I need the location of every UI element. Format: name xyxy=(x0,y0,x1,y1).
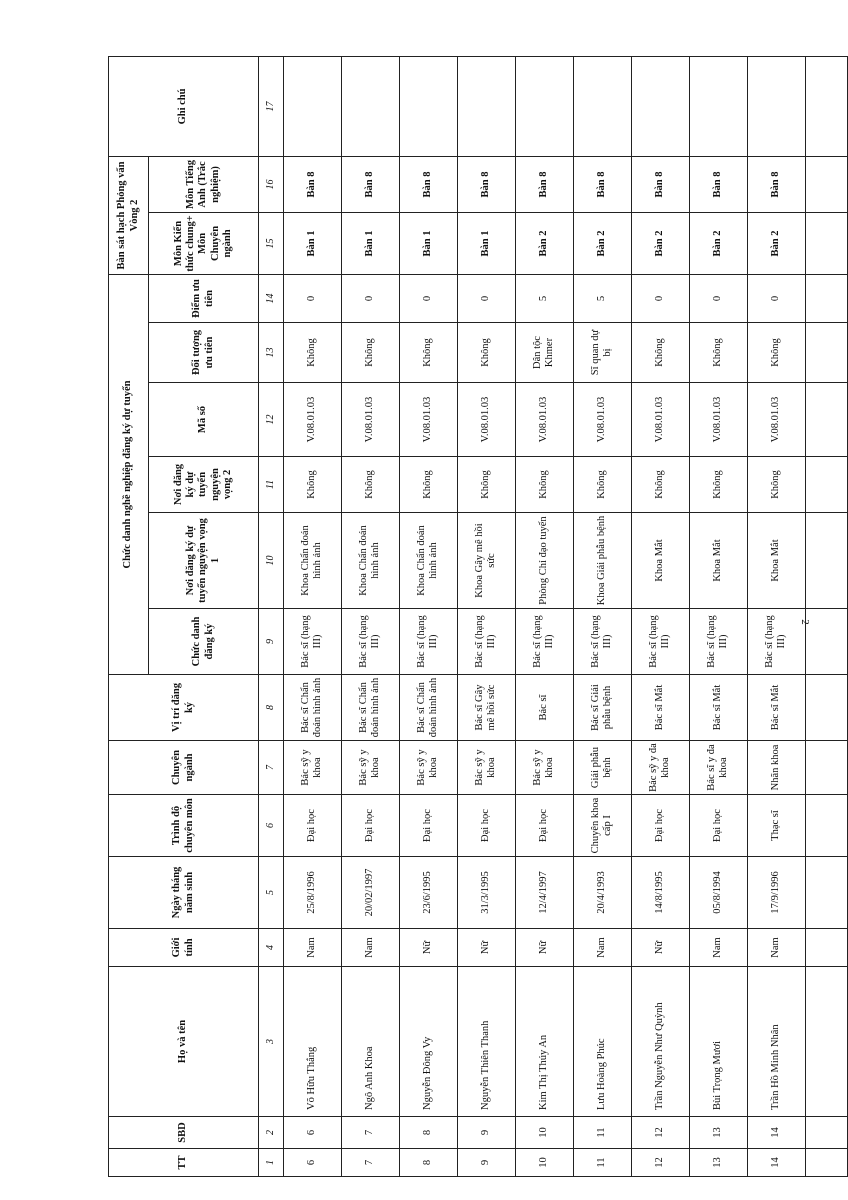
col-number: 9 xyxy=(259,609,284,675)
header-priority: Đối tượng ưu tiên xyxy=(149,323,259,383)
general-table-cell: Bàn 1 xyxy=(284,212,342,274)
major-cell: Bác sỹ y khoa xyxy=(284,741,342,795)
gender-cell: Nam xyxy=(341,929,399,967)
english-table-cell: Bàn 8 xyxy=(747,156,805,212)
tt-cell: 11 xyxy=(573,1149,631,1177)
place2-cell: Không xyxy=(747,457,805,513)
place1-cell: Khoa Mắt xyxy=(747,513,805,609)
col-number: 5 xyxy=(259,857,284,929)
english-table-cell: Bàn 8 xyxy=(341,156,399,212)
gender-cell: Nam xyxy=(284,929,342,967)
place2-cell: Không xyxy=(515,457,573,513)
col-number: 10 xyxy=(259,513,284,609)
note-cell xyxy=(689,56,747,156)
major-cell: Giải phẫu bệnh xyxy=(573,741,631,795)
position-cell: Bác sĩ Chẩn đoán hình ảnh xyxy=(341,675,399,741)
table-row xyxy=(515,56,573,1176)
note-cell xyxy=(515,56,573,156)
header-dob: Ngày tháng năm sinh xyxy=(109,857,259,929)
table-row xyxy=(689,56,747,1176)
code-cell: V.08.01.03 xyxy=(341,383,399,457)
header-name: Họ và tên xyxy=(109,967,259,1117)
english-table-cell: Bàn 8 xyxy=(515,156,573,212)
tt-cell: 9 xyxy=(457,1149,515,1177)
title-cell: Bác sĩ (hạng III) xyxy=(457,609,515,675)
english-table-cell: Bàn 8 xyxy=(284,156,342,212)
priority-cell: Dân tộc Khmer xyxy=(515,323,573,383)
priority-points-cell: 0 xyxy=(399,274,457,322)
degree-cell: Đại học xyxy=(631,795,689,857)
tt-cell: 14 xyxy=(747,1149,805,1177)
sbd-cell: 13 xyxy=(689,1117,747,1149)
place1-cell: Khoa Chẩn đoán hình ảnh xyxy=(341,513,399,609)
general-table-cell: Bàn 1 xyxy=(399,212,457,274)
english-table-cell: Bàn 8 xyxy=(399,156,457,212)
col-number: 12 xyxy=(259,383,284,457)
tt-cell: 7 xyxy=(341,1149,399,1177)
empty-row xyxy=(805,56,847,1176)
general-table-cell: Bàn 2 xyxy=(573,212,631,274)
table-body xyxy=(284,56,848,1176)
position-cell: Bác sĩ Mắt xyxy=(631,675,689,741)
rotated-table-wrapper xyxy=(108,77,848,1177)
header-code: Mã số xyxy=(149,383,259,457)
name-cell: Nguyễn Thiên Thanh xyxy=(457,967,515,1117)
table-row xyxy=(399,56,457,1176)
name-cell: Trần Nguyễn Như Quỳnh xyxy=(631,967,689,1117)
gender-cell: Nam xyxy=(747,929,805,967)
general-table-cell: Bàn 2 xyxy=(689,212,747,274)
place2-cell: Không xyxy=(399,457,457,513)
header-title: Chức danh đăng ký xyxy=(149,609,259,675)
code-cell: V.08.01.03 xyxy=(631,383,689,457)
table-row xyxy=(457,56,515,1176)
priority-points-cell: 5 xyxy=(573,274,631,322)
col-number: 1 xyxy=(259,1149,284,1177)
priority-points-cell: 0 xyxy=(689,274,747,322)
major-cell: Bác sỹ y khoa xyxy=(399,741,457,795)
col-number: 4 xyxy=(259,929,284,967)
dob-cell: 14/8/1995 xyxy=(631,857,689,929)
code-cell: V.08.01.03 xyxy=(747,383,805,457)
place1-cell: Khoa Mắt xyxy=(689,513,747,609)
degree-cell: Đại học xyxy=(284,795,342,857)
gender-cell: Nữ xyxy=(631,929,689,967)
tt-cell: 6 xyxy=(284,1149,342,1177)
gender-cell: Nữ xyxy=(457,929,515,967)
dob-cell: 12/4/1997 xyxy=(515,857,573,929)
name-cell: Trần Hồ Minh Nhân xyxy=(747,967,805,1117)
place2-cell: Không xyxy=(284,457,342,513)
note-cell xyxy=(284,56,342,156)
major-cell: Bác sỹ y khoa xyxy=(515,741,573,795)
general-table-cell: Bàn 2 xyxy=(631,212,689,274)
code-cell: V.08.01.03 xyxy=(284,383,342,457)
dob-cell: 25/8/1996 xyxy=(284,857,342,929)
header-group-title: Chức danh nghề nghiệp đăng ký dự tuyển xyxy=(109,274,149,674)
priority-points-cell: 0 xyxy=(341,274,399,322)
dob-cell: 17/9/1996 xyxy=(747,857,805,929)
general-table-cell: Bàn 2 xyxy=(747,212,805,274)
code-cell: V.08.01.03 xyxy=(399,383,457,457)
dob-cell: 20/02/1997 xyxy=(341,857,399,929)
col-number: 6 xyxy=(259,795,284,857)
header-tt: TT xyxy=(109,1149,259,1177)
priority-points-cell: 5 xyxy=(515,274,573,322)
code-cell: V.08.01.03 xyxy=(515,383,573,457)
english-table-cell: Bàn 8 xyxy=(573,156,631,212)
name-cell: Võ Hữu Thắng xyxy=(284,967,342,1117)
degree-cell: Đại học xyxy=(399,795,457,857)
priority-points-cell: 0 xyxy=(457,274,515,322)
tt-cell: 13 xyxy=(689,1149,747,1177)
header-interview-group: Bàn sát hạch Phỏng vấn Vòng 2 xyxy=(109,156,149,274)
priority-points-cell: 0 xyxy=(631,274,689,322)
table-row xyxy=(747,56,805,1176)
name-cell: Ngô Anh Khoa xyxy=(341,967,399,1117)
priority-cell: Không xyxy=(284,323,342,383)
position-cell: Bác sĩ Giải phẫu bệnh xyxy=(573,675,631,741)
place1-cell: Phòng Chỉ đạo tuyến xyxy=(515,513,573,609)
gender-cell: Nam xyxy=(573,929,631,967)
position-cell: Bác sĩ xyxy=(515,675,573,741)
place2-cell: Không xyxy=(631,457,689,513)
header-place1: Nơi đăng ký dự tuyển nguyện vọng 1 xyxy=(149,513,259,609)
position-cell: Bác sĩ Gây mê hồi sức xyxy=(457,675,515,741)
name-cell: Lưu Hoàng Phúc xyxy=(573,967,631,1117)
name-cell: Nguyễn Đông Vy xyxy=(399,967,457,1117)
degree-cell: Đại học xyxy=(515,795,573,857)
tt-cell: 12 xyxy=(631,1149,689,1177)
title-cell: Bác sĩ (hạng III) xyxy=(747,609,805,675)
general-table-cell: Bàn 1 xyxy=(341,212,399,274)
priority-points-cell: 0 xyxy=(284,274,342,322)
dob-cell: 20/4/1993 xyxy=(573,857,631,929)
code-cell: V.08.01.03 xyxy=(689,383,747,457)
sbd-cell: 12 xyxy=(631,1117,689,1149)
tt-cell: 8 xyxy=(399,1149,457,1177)
title-cell: Bác sĩ (hạng III) xyxy=(515,609,573,675)
header-subject-general: Môn Kiến thức chung+ Môn Chuyên ngành xyxy=(149,212,259,274)
name-cell: Kim Thị Thúy An xyxy=(515,967,573,1117)
dob-cell: 05/8/1994 xyxy=(689,857,747,929)
position-cell: Bác sĩ Mắt xyxy=(689,675,747,741)
header-gender: Giới tính xyxy=(109,929,259,967)
col-number: 13 xyxy=(259,323,284,383)
sbd-cell: 9 xyxy=(457,1117,515,1149)
header-degree: Trình độ chuyên môn xyxy=(109,795,259,857)
major-cell: Bác sĩ y đa khoa xyxy=(689,741,747,795)
sbd-cell: 7 xyxy=(341,1117,399,1149)
page-number: 2 xyxy=(798,619,811,625)
sbd-cell: 14 xyxy=(747,1117,805,1149)
col-number: 15 xyxy=(259,212,284,274)
note-cell xyxy=(341,56,399,156)
note-cell xyxy=(631,56,689,156)
col-number: 2 xyxy=(259,1117,284,1149)
general-table-cell: Bàn 2 xyxy=(515,212,573,274)
priority-points-cell: 0 xyxy=(747,274,805,322)
header-note: Ghi chú xyxy=(109,56,259,156)
priority-cell: Sĩ quan dự bị xyxy=(573,323,631,383)
major-cell: Bác sỹ y đa khoa xyxy=(631,741,689,795)
gender-cell: Nữ xyxy=(515,929,573,967)
position-cell: Bác sĩ Chẩn đoán hình ảnh xyxy=(399,675,457,741)
sbd-cell: 8 xyxy=(399,1117,457,1149)
major-cell: Bác sỹ y khoa xyxy=(457,741,515,795)
major-cell: Bác sỹ y khoa xyxy=(341,741,399,795)
title-cell: Bác sĩ (hạng III) xyxy=(689,609,747,675)
place2-cell: Không xyxy=(457,457,515,513)
col-number: 14 xyxy=(259,274,284,322)
title-cell: Bác sĩ (hạng III) xyxy=(399,609,457,675)
title-cell: Bác sĩ (hạng III) xyxy=(341,609,399,675)
table-row xyxy=(284,56,342,1176)
tt-cell: 10 xyxy=(515,1149,573,1177)
priority-cell: Không xyxy=(399,323,457,383)
english-table-cell: Bàn 8 xyxy=(631,156,689,212)
english-table-cell: Bàn 8 xyxy=(457,156,515,212)
degree-cell: Đại học xyxy=(341,795,399,857)
col-number: 7 xyxy=(259,741,284,795)
header-sbd: SBD xyxy=(109,1117,259,1149)
place1-cell: Khoa Giải phẫu bệnh xyxy=(573,513,631,609)
position-cell: Bác sĩ Chẩn đoán hình ảnh xyxy=(284,675,342,741)
title-cell: Bác sĩ (hạng III) xyxy=(631,609,689,675)
table-row xyxy=(631,56,689,1176)
code-cell: V.08.01.03 xyxy=(457,383,515,457)
name-cell: Bùi Trọng Mươi xyxy=(689,967,747,1117)
place1-cell: Khoa Chẩn đoán hình ảnh xyxy=(399,513,457,609)
header-place2: Nơi đăng ký dự tuyển nguyện vọng 2 xyxy=(149,457,259,513)
col-number: 16 xyxy=(259,156,284,212)
header-subject-english: Môn Tiếng Anh (Trắc nghiệm) xyxy=(149,156,259,212)
major-cell: Nhãn khoa xyxy=(747,741,805,795)
dob-cell: 23/6/1995 xyxy=(399,857,457,929)
priority-cell: Không xyxy=(689,323,747,383)
priority-cell: Không xyxy=(631,323,689,383)
sbd-cell: 6 xyxy=(284,1117,342,1149)
degree-cell: Đại học xyxy=(689,795,747,857)
sbd-cell: 11 xyxy=(573,1117,631,1149)
priority-cell: Không xyxy=(457,323,515,383)
place1-cell: Khoa Chẩn đoán hình ảnh xyxy=(284,513,342,609)
place2-cell: Không xyxy=(341,457,399,513)
note-cell xyxy=(747,56,805,156)
degree-cell: Chuyên khoa cấp I xyxy=(573,795,631,857)
table-row xyxy=(573,56,631,1176)
place2-cell: Không xyxy=(573,457,631,513)
code-cell: V.08.01.03 xyxy=(573,383,631,457)
dob-cell: 31/3/1995 xyxy=(457,857,515,929)
place1-cell: Khoa Mắt xyxy=(631,513,689,609)
place1-cell: Khoa Gây mê hồi sức xyxy=(457,513,515,609)
english-table-cell: Bàn 8 xyxy=(689,156,747,212)
sbd-cell: 10 xyxy=(515,1117,573,1149)
priority-cell: Không xyxy=(341,323,399,383)
note-cell xyxy=(457,56,515,156)
general-table-cell: Bàn 1 xyxy=(457,212,515,274)
position-cell: Bác sĩ Mắt xyxy=(747,675,805,741)
place2-cell: Không xyxy=(689,457,747,513)
degree-cell: Thạc sĩ xyxy=(747,795,805,857)
note-cell xyxy=(573,56,631,156)
col-number: 3 xyxy=(259,967,284,1117)
note-cell xyxy=(399,56,457,156)
header-major: Chuyên ngành xyxy=(109,741,259,795)
header-position: Vị trí đăng ký xyxy=(109,675,259,741)
title-cell: Bác sĩ (hạng III) xyxy=(573,609,631,675)
header-priority-points: Điểm ưu tiên xyxy=(149,274,259,322)
column-number-row xyxy=(259,56,284,1176)
degree-cell: Đại học xyxy=(457,795,515,857)
priority-cell: Không xyxy=(747,323,805,383)
col-number: 17 xyxy=(259,56,284,156)
title-cell: Bác sĩ (hạng III) xyxy=(284,609,342,675)
col-number: 8 xyxy=(259,675,284,741)
col-number: 11 xyxy=(259,457,284,513)
gender-cell: Nam xyxy=(689,929,747,967)
candidate-table xyxy=(108,56,848,1177)
table-row xyxy=(341,56,399,1176)
gender-cell: Nữ xyxy=(399,929,457,967)
